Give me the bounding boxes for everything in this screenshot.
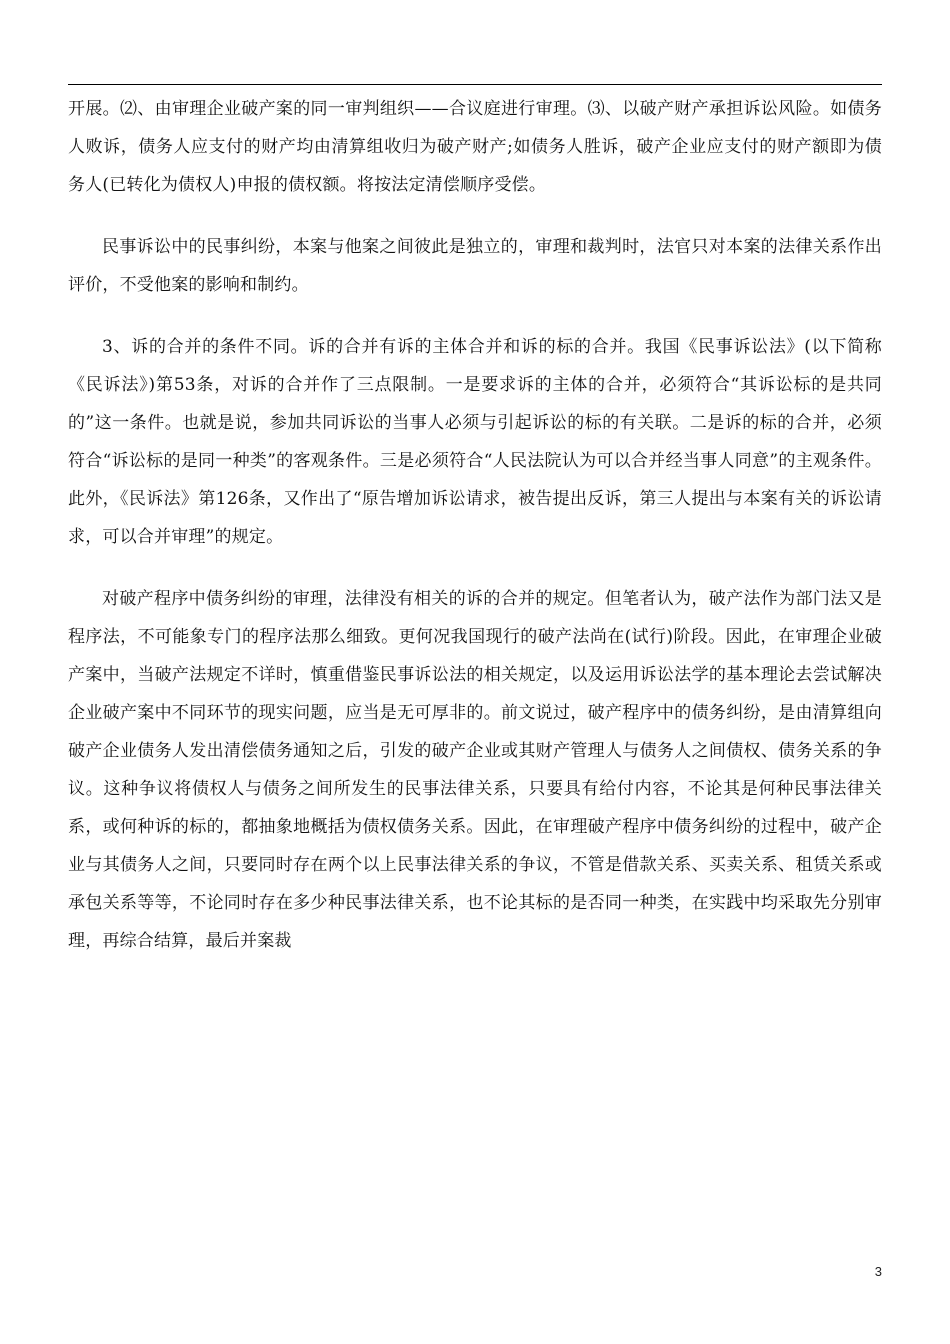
paragraph-3: 3、诉的合并的条件不同。诉的合并有诉的主体合并和诉的标的合并。我国《民事诉讼法》(以下简称《民诉法》)第53条，对诉的合并作了三点限制。一是要求诉的主体的合并，必须符合“其诉讼标的是共同的”这一条件。也就是说，参加共同诉讼的当事人必须与引起诉讼的标的有关联。二是诉的标的合并，必须符合“诉讼标的是同一种类”的客观条件。三是必须符合“人民法院认为可以合并经当事人同意”的主观条件。此外，《民诉法》第126条，又作出了“原告增加诉讼请求，被告提出反诉，第三人提出与本案有关的诉讼请求，可以合并审理”的规定。 xyxy=(68,337,882,547)
document-body xyxy=(68,90,882,960)
page-number: 3 xyxy=(874,1264,882,1279)
paragraph-4: 对破产程序中债务纠纷的审理，法律没有相关的诉的合并的规定。但笔者认为，破产法作为部门法又是程序法，不可能象专门的程序法那么细致。更何况我国现行的破产法尚在(试行)阶段。因此，在审理企业破产案中，当破产法规定不详时，慎重借鉴民事诉讼法的相关规定，以及运用诉讼法学的基本理论去尝试解决企业破产案中不同环节的现实问题，应当是无可厚非的。前文说过，破产程序中的债务纠纷，是由清算组向破产企业债务人发出清偿债务通知之后，引发的破产企业或其财产管理人与债务人之间债权、债务关系的争议。这种争议将债权人与债务之间所发生的民事法律关系，只要具有给付内容，不论其是何种民事法律关系，或何种诉的标的，都抽象地概括为债权债务关系。因此，在审理破产程序中债务纠纷的过程中，破产企业与其债务人之间，只要同时存在两个以上民事法律关系的争议，不管是借款关系、买卖关系、租赁关系或承包关系等等，不论同时存在多少种民事法律关系，也不论其标的是否同一种类，在实践中均采取先分别审理，再综合结算，最后并案裁 xyxy=(68,589,882,951)
header-rule xyxy=(68,84,882,85)
paragraph-1: 开展。⑵、由审理企业破产案的同一审判组织——合议庭进行审理。⑶、以破产财产承担诉讼风险。如债务人败诉，债务人应支付的财产均由清算组收归为破产财产;如债务人胜诉，破产企业应支付的财产额即为债务人(已转化为债权人)申报的债权额。将按法定清偿顺序受偿。 xyxy=(68,99,882,195)
paragraph-2: 民事诉讼中的民事纠纷，本案与他案之间彼此是独立的，审理和裁判时，法官只对本案的法律关系作出评价，不受他案的影响和制约。 xyxy=(68,237,882,295)
